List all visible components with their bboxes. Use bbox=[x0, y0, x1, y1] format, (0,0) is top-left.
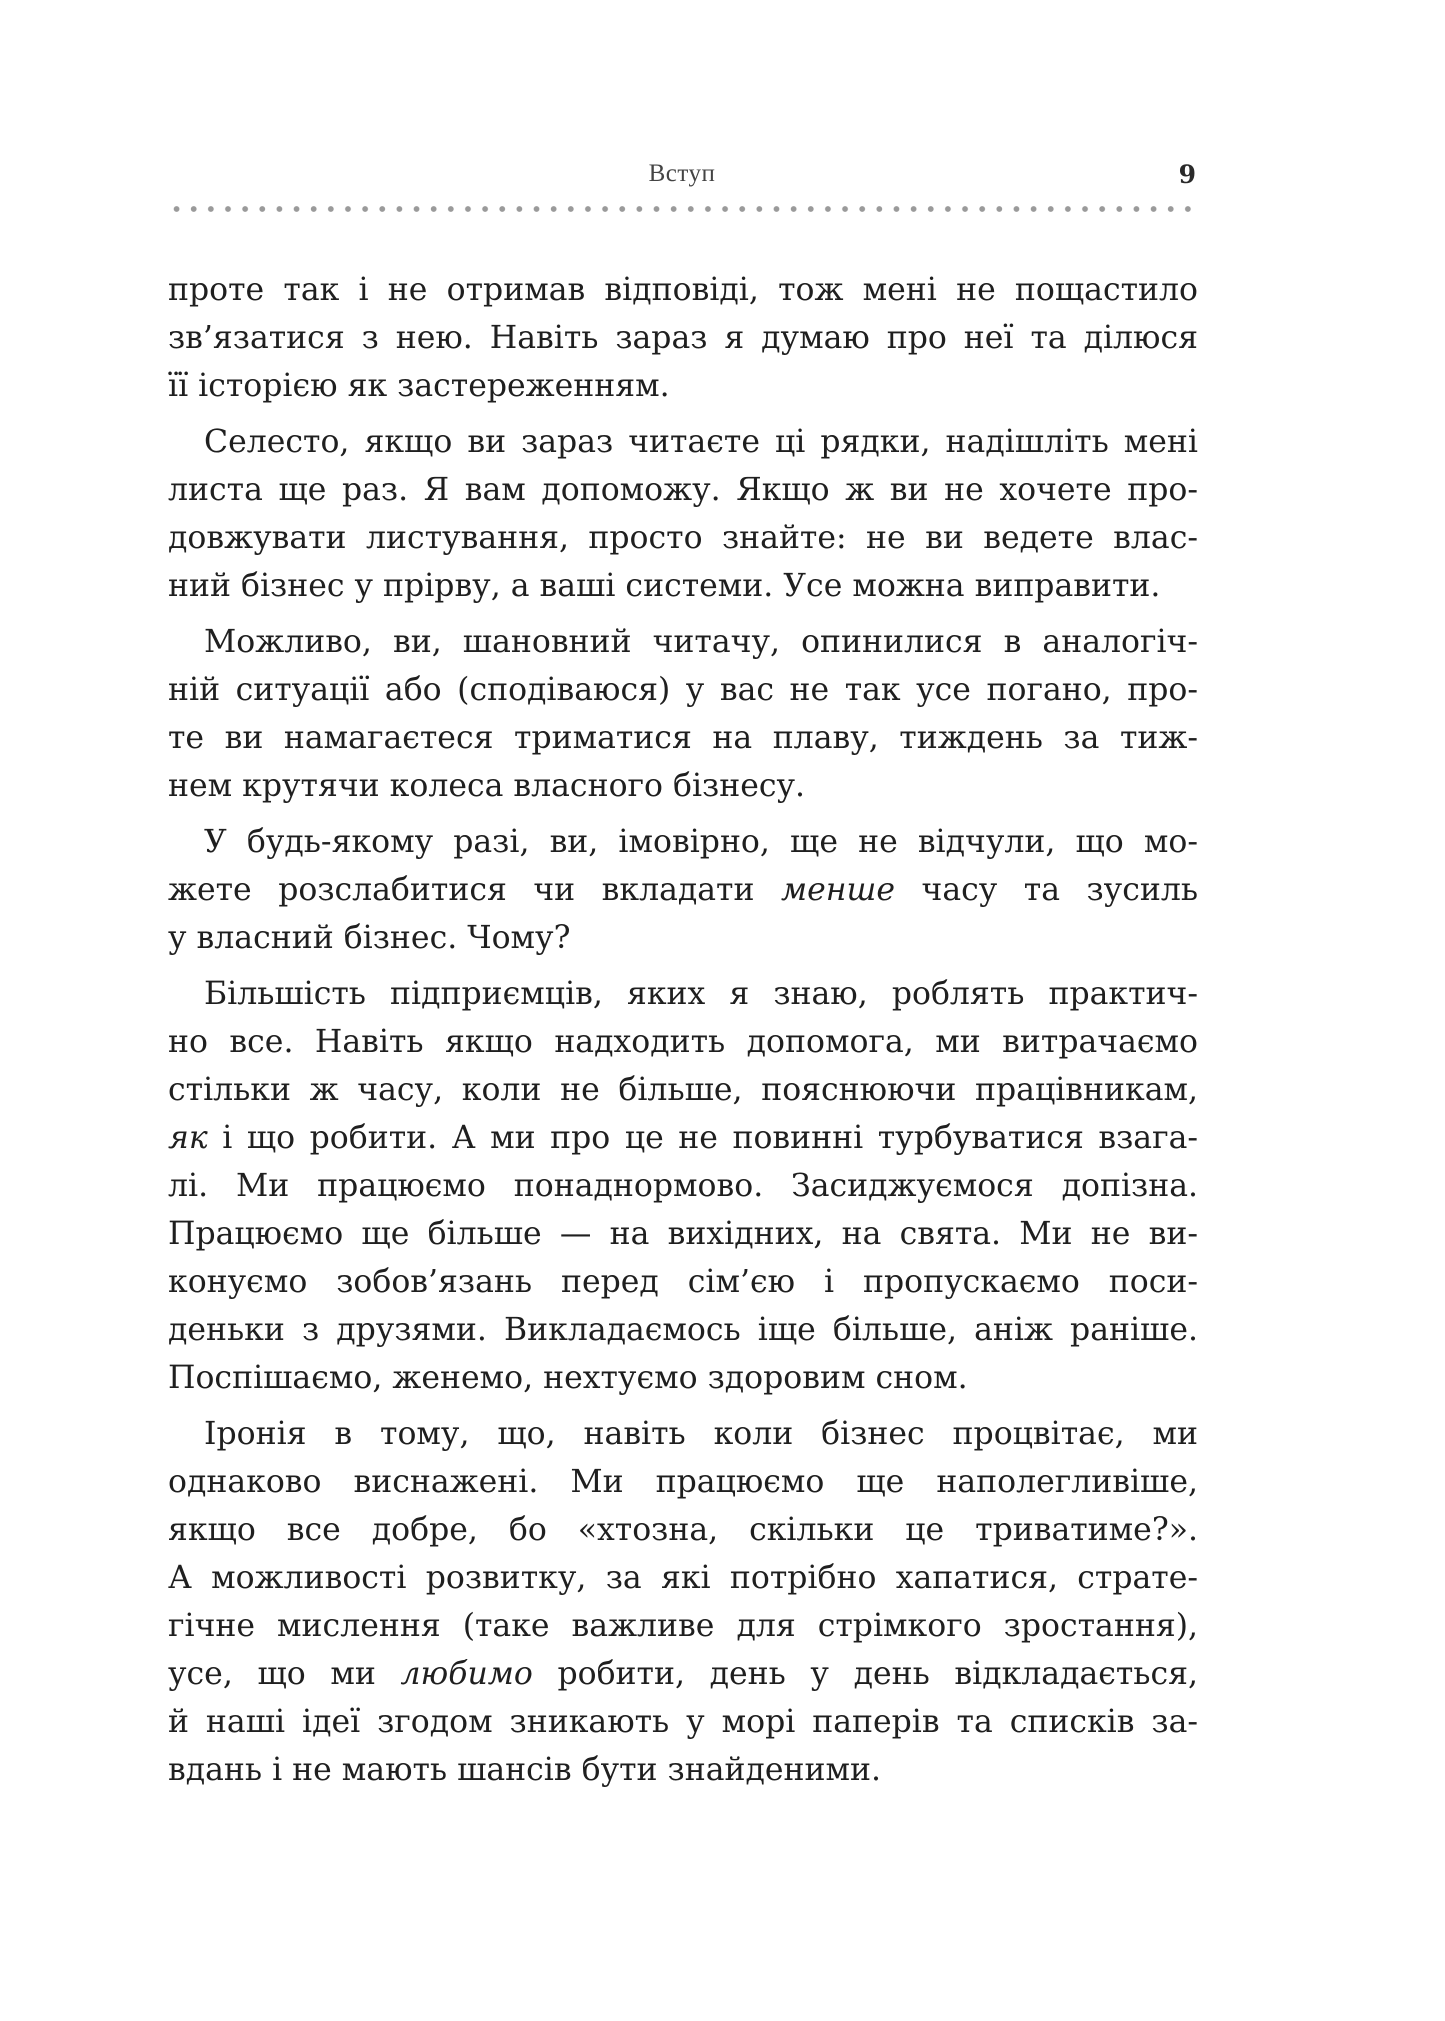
text-run: робити, день у день відкладається, bbox=[532, 1656, 1198, 1692]
text-line: те ви намагаєтеся триматися на плаву, тиждень за тиж- bbox=[168, 720, 1198, 756]
text-line: у власний бізнес. Чому? bbox=[168, 920, 571, 956]
text-run: жете розслабитися чи вкладати bbox=[168, 872, 781, 908]
text-line: листа ще раз. Я вам допоможу. Якщо ж ви не хочете про- bbox=[168, 472, 1198, 508]
text-line: її історією як застереженням. bbox=[168, 368, 670, 404]
text-line: Працюємо ще більше — на вихідних, на свята. Ми не ви- bbox=[168, 1216, 1198, 1252]
text-run: часу та зусиль bbox=[894, 872, 1198, 908]
text-run: і що робити. А ми про це не повинні турбуватися взага- bbox=[207, 1120, 1198, 1156]
text-line: ній ситуації або (сподіваюся) у вас не так усе погано, про- bbox=[168, 672, 1198, 708]
text-line: гічне мислення (таке важливе для стрімкого зростання), bbox=[168, 1608, 1198, 1644]
text-line: У будь-якому разі, ви, імовірно, ще не відчули, що мо- bbox=[204, 824, 1198, 860]
text-line: й наші ідеї згодом зникають у морі паперів та списків за- bbox=[168, 1704, 1198, 1740]
text-line: Іронія в тому, що, навіть коли бізнес процвітає, ми bbox=[204, 1416, 1198, 1452]
text-line: Можливо, ви, шановний читачу, опинилися в аналогіч- bbox=[204, 624, 1198, 660]
running-title: Вступ bbox=[648, 160, 716, 187]
text-line: якщо все добре, бо «хтозна, скільки це триватиме?». bbox=[168, 1512, 1198, 1548]
text-line bbox=[168, 866, 1198, 914]
paragraph-5 bbox=[168, 970, 1198, 1402]
text-line: деньки з друзями. Викладаємось іще більше, аніж раніше. bbox=[168, 1312, 1198, 1348]
paragraph-3 bbox=[168, 618, 1198, 810]
body-text bbox=[168, 266, 1198, 1802]
text-line: Поспішаємо, женемо, нехтуємо здоровим сном. bbox=[168, 1360, 968, 1396]
text-line: конуємо зобов’язань перед сім’єю і пропускаємо поси- bbox=[168, 1264, 1198, 1300]
text-line: но все. Навіть якщо надходить допомога, ми витрачаємо bbox=[168, 1024, 1198, 1060]
text-line bbox=[168, 1650, 1198, 1698]
paragraph-2 bbox=[168, 418, 1198, 610]
text-line: проте так і не отримав відповіді, тож мені не пощастило bbox=[168, 272, 1198, 308]
text-line: стільки ж часу, коли не більше, пояснюючи працівникам, bbox=[168, 1072, 1198, 1108]
text-line: нем крутячи колеса власного бізнесу. bbox=[168, 768, 806, 804]
text-line: Більшість підприємців, яких я знаю, роблять практич- bbox=[204, 976, 1198, 1012]
paragraph-4 bbox=[168, 818, 1198, 962]
text-line: А можливості розвитку, за які потрібно хапатися, страте- bbox=[168, 1560, 1198, 1596]
text-line: однаково виснажені. Ми працюємо ще наполегливіше, bbox=[168, 1464, 1198, 1500]
dotted-divider bbox=[168, 204, 1196, 214]
text-line: лі. Ми працюємо понаднормово. Засиджуємося допізна. bbox=[168, 1168, 1198, 1204]
text-line: вдань і не мають шансів бути знайденими. bbox=[168, 1752, 882, 1788]
paragraph-6 bbox=[168, 1410, 1198, 1794]
text-run: усе, що ми bbox=[168, 1656, 401, 1692]
text-line: Селесто, якщо ви зараз читаєте ці рядки, надішліть мені bbox=[204, 424, 1198, 460]
running-head bbox=[168, 160, 1196, 200]
text-line: довжувати листування, просто знайте: не ви ведете влас- bbox=[168, 520, 1198, 556]
emphasis-text: як bbox=[168, 1120, 208, 1156]
text-line: ний бізнес у прірву, а ваші системи. Усе можна виправити. bbox=[168, 568, 1161, 604]
emphasis-text: менше bbox=[780, 872, 895, 908]
paragraph-1 bbox=[168, 266, 1198, 410]
page-number: 9 bbox=[1178, 160, 1196, 189]
text-line bbox=[168, 1114, 1198, 1162]
text-line: зв’язатися з нею. Навіть зараз я думаю про неї та ділюся bbox=[168, 320, 1198, 356]
emphasis-text: любимо bbox=[400, 1656, 533, 1692]
